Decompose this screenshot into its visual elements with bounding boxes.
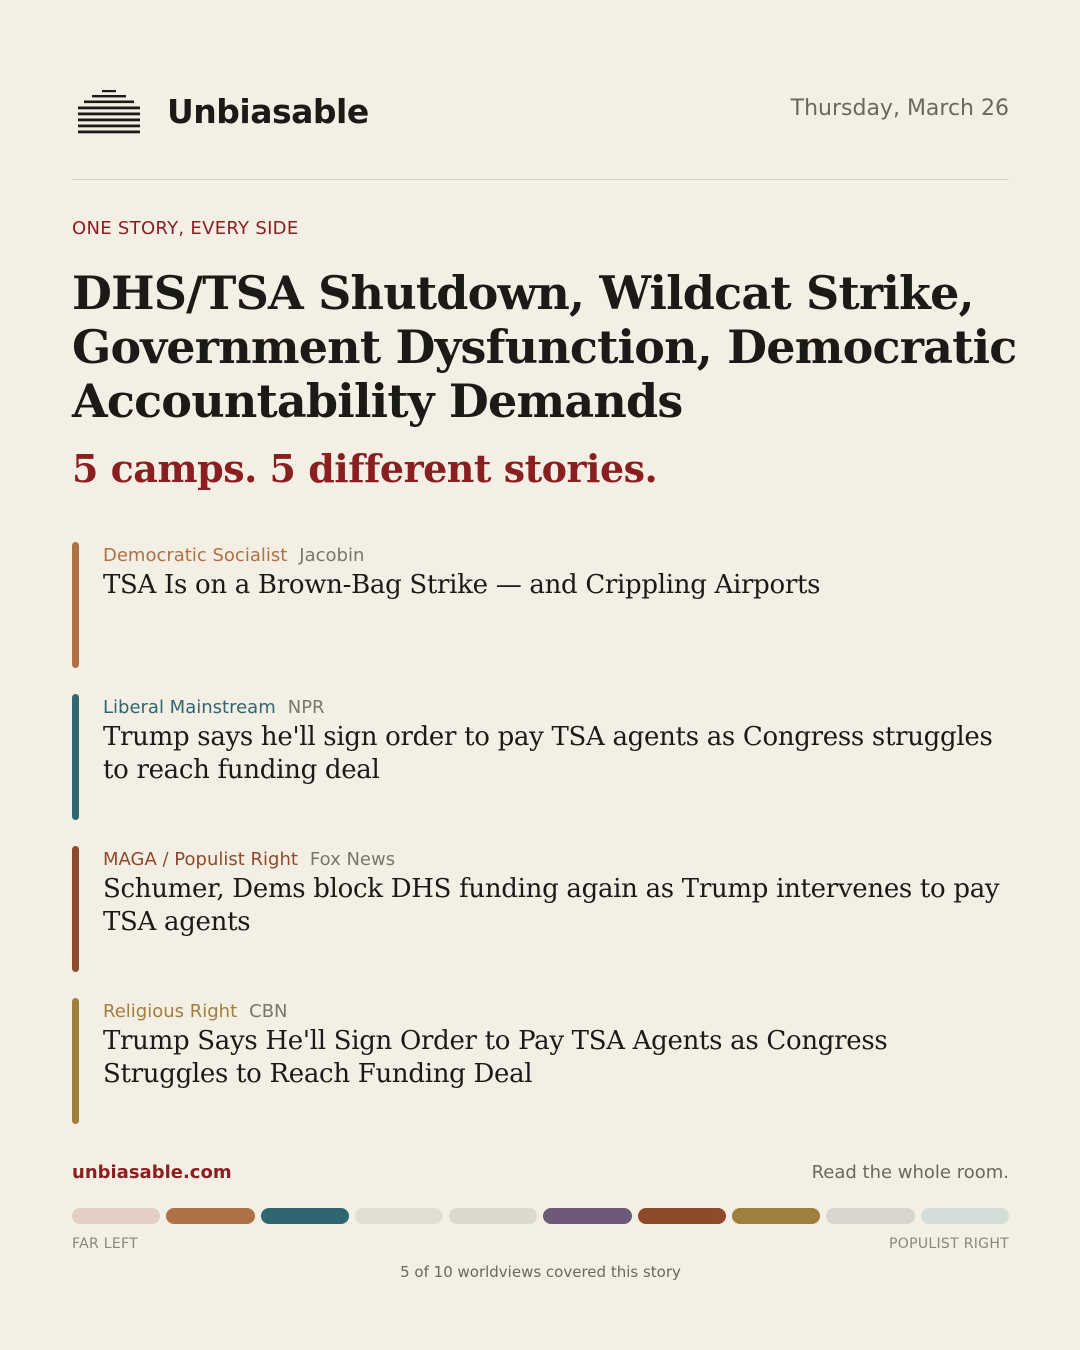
eyebrow-label: ONE STORY, EVERY SIDE [72,218,299,239]
story-item[interactable] [72,694,1009,820]
story-meta [103,1001,288,1022]
spectrum-segment [826,1208,914,1224]
story-meta [103,545,364,566]
camp-label: Democratic Socialist [103,545,288,566]
worldview-spectrum [72,1208,1009,1224]
camp-color-bar [72,694,79,820]
spectrum-segment [638,1208,726,1224]
subhead: 5 camps. 5 different stories. [72,446,658,491]
spectrum-segment [449,1208,537,1224]
spectrum-segment [355,1208,443,1224]
headline: DHS/TSA Shutdown, Wildcat Strike, Government Dysfunction, Democratic Accountability Demands [72,266,1017,428]
story-title[interactable]: TSA Is on a Brown-Bag Strike — and Crippling Airports [103,570,821,600]
spectrum-left-label: FAR LEFT [72,1236,138,1252]
spectrum-segment [166,1208,254,1224]
story-title[interactable]: Trump Says He'll Sign Order to Pay TSA Agents as Congress Struggles to Reach Funding Deal [103,1026,888,1089]
camp-label: Liberal Mainstream [103,697,276,718]
outlet-label: CBN [249,1001,288,1022]
story-item[interactable] [72,846,1009,972]
header-divider [72,179,1009,180]
story-meta [103,697,325,718]
story-title[interactable]: Schumer, Dems block DHS funding again as Trump intervenes to pay TSA agents [103,874,1000,937]
spectrum-segment [732,1208,820,1224]
outlet-label: NPR [287,697,325,718]
camp-color-bar [72,542,79,668]
story-meta [103,849,395,870]
page [72,0,1017,1350]
camp-color-bar [72,998,79,1124]
camp-label: Religious Right [103,1001,238,1022]
spectrum-segment [261,1208,349,1224]
outlet-label: Jacobin [299,545,365,566]
story-item[interactable] [72,998,1009,1124]
outlet-label: Fox News [309,849,396,870]
header [72,88,1009,138]
tagline: Read the whole room. [811,1162,1009,1183]
stacked-lines-icon [78,90,140,134]
spectrum-segment [921,1208,1009,1224]
story-title[interactable]: Trump says he'll sign order to pay TSA agents as Congress struggles to reach funding deal [103,722,993,785]
site-link[interactable]: unbiasable.com [72,1162,232,1183]
date-label: Thursday, March 26 [790,96,1009,121]
story-item[interactable] [72,542,1009,668]
spectrum-right-label: POPULIST RIGHT [889,1236,1009,1252]
brand-name: Unbiasable [167,92,369,131]
spectrum-segment [72,1208,160,1224]
spectrum-segment [543,1208,631,1224]
coverage-note: 5 of 10 worldviews covered this story [400,1263,681,1281]
camp-label: MAGA / Populist Right [103,849,298,870]
camp-color-bar [72,846,79,972]
